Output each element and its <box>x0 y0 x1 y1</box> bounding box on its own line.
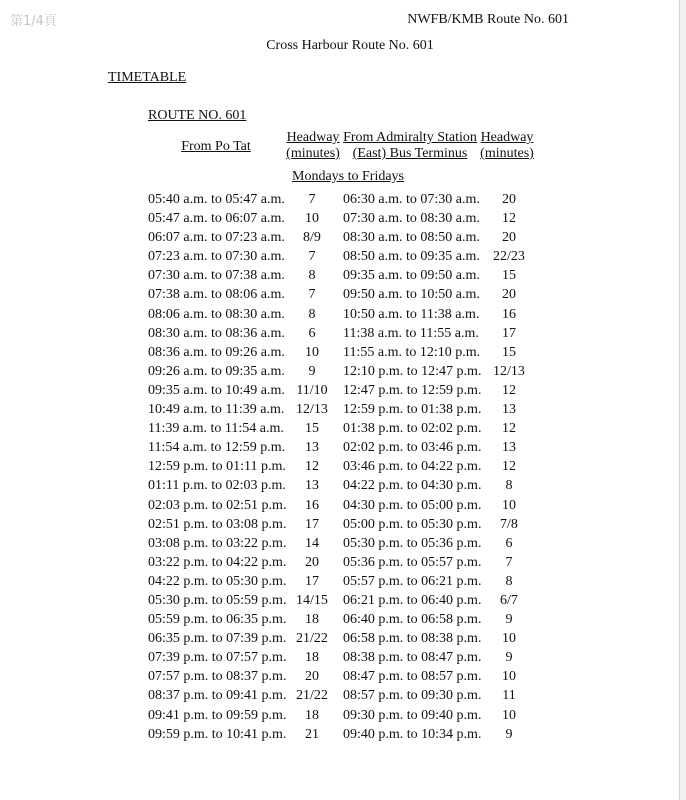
from-admiralty-period: 08:38 p.m. to 08:47 p.m. <box>343 650 482 666</box>
headway-po-tat: 8 <box>308 306 316 322</box>
headway-po-tat: 11/10 <box>296 382 328 398</box>
headway-admiralty: 8 <box>505 573 513 589</box>
headway-po-tat: 9 <box>308 363 316 379</box>
headway-admiralty: 9 <box>505 612 513 628</box>
headway-po-tat: 18 <box>305 612 319 628</box>
headway-po-tat: 10 <box>305 211 319 227</box>
headway-admiralty: 10 <box>502 669 516 685</box>
from-admiralty-period: 11:55 a.m. to 12:10 p.m. <box>343 344 481 360</box>
headway-po-tat: 14/15 <box>296 592 328 608</box>
from-admiralty-period: 04:22 p.m. to 04:30 p.m. <box>343 478 482 494</box>
timetable-row <box>148 457 527 476</box>
timetable-row <box>148 476 527 495</box>
from-admiralty-period: 08:47 p.m. to 08:57 p.m. <box>343 669 482 685</box>
timetable-row <box>148 190 527 209</box>
headway-admiralty: 7 <box>505 554 513 570</box>
from-po-tat-period: 05:40 a.m. to 05:47 a.m. <box>148 192 285 207</box>
timetable-row <box>148 648 527 667</box>
from-admiralty-period: 02:02 p.m. to 03:46 p.m. <box>343 440 482 456</box>
from-po-tat-period: 08:36 a.m. to 09:26 a.m. <box>148 344 285 360</box>
from-po-tat-period: 08:37 p.m. to 09:41 p.m. <box>148 688 287 704</box>
from-admiralty-period: 12:47 p.m. to 12:59 p.m. <box>343 382 482 398</box>
from-admiralty-period: 05:00 p.m. to 05:30 p.m. <box>343 516 482 532</box>
headway-po-tat: 18 <box>305 650 319 666</box>
timetable-row <box>148 247 527 266</box>
from-po-tat-period: 04:22 p.m. to 05:30 p.m. <box>148 573 287 589</box>
timetable-row <box>148 228 527 247</box>
headway-po-tat: 12 <box>305 459 319 475</box>
from-po-tat-period: 08:30 a.m. to 08:36 a.m. <box>148 325 285 341</box>
timetable-row <box>148 438 527 457</box>
timetable-row <box>148 610 527 629</box>
timetable-row <box>148 496 527 515</box>
document-title: Cross Harbour Route No. 601 <box>266 38 434 53</box>
headway-admiralty: 12 <box>502 421 516 437</box>
timetable-row <box>148 629 527 648</box>
headway-po-tat: 15 <box>305 421 319 437</box>
header-line: (minutes) <box>286 146 340 161</box>
headway-admiralty: 10 <box>502 497 516 513</box>
timetable-row <box>148 706 527 725</box>
from-admiralty-period: 09:50 a.m. to 10:50 a.m. <box>343 287 480 303</box>
from-admiralty-period: 12:59 p.m. to 01:38 p.m. <box>343 402 482 418</box>
headway-po-tat: 6 <box>308 325 316 341</box>
from-po-tat-period: 01:11 p.m. to 02:03 p.m. <box>148 478 286 494</box>
timetable-body <box>148 190 527 744</box>
headway-po-tat: 7 <box>308 287 316 303</box>
from-admiralty-period: 08:50 a.m. to 09:35 a.m. <box>343 249 480 265</box>
headway-admiralty: 10 <box>502 631 516 647</box>
headway-po-tat: 14 <box>305 535 319 551</box>
headway-admiralty: 11 <box>502 688 516 704</box>
headway-po-tat: 13 <box>305 440 319 456</box>
from-admiralty-period: 06:30 a.m. to 07:30 a.m. <box>343 192 480 207</box>
headway-admiralty: 12 <box>502 459 516 475</box>
from-po-tat-period: 09:41 p.m. to 09:59 p.m. <box>148 707 287 723</box>
from-po-tat-period: 09:26 a.m. to 09:35 a.m. <box>148 363 285 379</box>
headway-po-tat: 17 <box>305 573 319 589</box>
from-admiralty-period: 08:57 p.m. to 09:30 p.m. <box>343 688 482 704</box>
from-po-tat-period: 03:22 p.m. to 04:22 p.m. <box>148 554 287 570</box>
header-line: (minutes) <box>480 146 534 161</box>
headway-admiralty: 20 <box>502 230 516 246</box>
column-header-headway-2 <box>479 130 535 162</box>
headway-po-tat: 7 <box>308 192 316 207</box>
from-po-tat-period: 02:51 p.m. to 03:08 p.m. <box>148 516 287 532</box>
timetable-row <box>148 572 527 591</box>
headway-admiralty: 12/13 <box>493 363 525 379</box>
headway-po-tat: 16 <box>305 497 319 513</box>
headway-admiralty: 8 <box>505 478 513 494</box>
from-po-tat-period: 07:38 a.m. to 08:06 a.m. <box>148 287 285 303</box>
headway-admiralty: 6/7 <box>500 592 518 608</box>
headway-po-tat: 7 <box>308 249 316 265</box>
from-admiralty-period: 08:30 a.m. to 08:50 a.m. <box>343 230 480 246</box>
headway-admiralty: 13 <box>502 440 516 456</box>
timetable-row <box>148 553 527 572</box>
timetable-row <box>148 725 527 744</box>
headway-admiralty: 12 <box>502 211 516 227</box>
headway-po-tat: 21/22 <box>296 631 328 647</box>
headway-admiralty: 16 <box>502 306 516 322</box>
timetable-row <box>148 667 527 686</box>
timetable-row <box>148 400 527 419</box>
headway-admiralty: 20 <box>502 192 516 207</box>
page-edge <box>679 0 686 800</box>
headway-admiralty: 7/8 <box>500 516 518 532</box>
from-po-tat-period: 12:59 p.m. to 01:11 p.m. <box>148 459 286 475</box>
headway-po-tat: 20 <box>305 554 319 570</box>
from-po-tat-period: 09:35 a.m. to 10:49 a.m. <box>148 382 285 398</box>
column-header-headway-1 <box>285 130 341 162</box>
headway-po-tat: 8 <box>308 268 316 284</box>
headway-po-tat: 13 <box>305 478 319 494</box>
from-po-tat-period: 10:49 a.m. to 11:39 a.m. <box>148 402 285 418</box>
timetable-row <box>148 591 527 610</box>
from-admiralty-period: 09:30 p.m. to 09:40 p.m. <box>343 707 482 723</box>
timetable-row <box>148 534 527 553</box>
headway-admiralty: 15 <box>502 268 516 284</box>
from-po-tat-period: 05:30 p.m. to 05:59 p.m. <box>148 592 287 608</box>
headway-po-tat: 18 <box>305 707 319 723</box>
section-title: TIMETABLE <box>108 70 187 85</box>
timetable-row <box>148 381 527 400</box>
headway-admiralty: 15 <box>502 344 516 360</box>
timetable-row <box>148 266 527 285</box>
from-admiralty-period: 06:58 p.m. to 08:38 p.m. <box>343 631 482 647</box>
column-header-from-admiralty <box>343 130 477 162</box>
timetable-row <box>148 362 527 381</box>
from-po-tat-period: 11:54 a.m. to 12:59 p.m. <box>148 440 286 456</box>
headway-admiralty: 12 <box>502 382 516 398</box>
from-admiralty-period: 05:36 p.m. to 05:57 p.m. <box>343 554 482 570</box>
from-admiralty-period: 05:57 p.m. to 06:21 p.m. <box>343 573 482 589</box>
headway-admiralty: 13 <box>502 402 516 418</box>
route-label: ROUTE NO. 601 <box>148 108 247 123</box>
header-line: From Admiralty Station <box>343 130 477 145</box>
headway-admiralty: 10 <box>502 707 516 723</box>
from-po-tat-period: 06:07 a.m. to 07:23 a.m. <box>148 230 285 246</box>
headway-po-tat: 20 <box>305 669 319 685</box>
from-po-tat-period: 03:08 p.m. to 03:22 p.m. <box>148 535 287 551</box>
from-admiralty-period: 10:50 a.m. to 11:38 a.m. <box>343 306 480 322</box>
timetable-row <box>148 343 527 362</box>
from-po-tat-period: 05:47 a.m. to 06:07 a.m. <box>148 211 285 227</box>
headway-admiralty: 9 <box>505 650 513 666</box>
timetable-row <box>148 686 527 705</box>
headway-admiralty: 17 <box>502 325 516 341</box>
from-admiralty-period: 04:30 p.m. to 05:00 p.m. <box>343 497 482 513</box>
operator-route-header: NWFB/KMB Route No. 601 <box>407 12 569 27</box>
timetable <box>148 190 527 744</box>
from-admiralty-period: 01:38 p.m. to 02:02 p.m. <box>343 421 482 437</box>
from-admiralty-period: 03:46 p.m. to 04:22 p.m. <box>343 459 482 475</box>
timetable-row <box>148 305 527 324</box>
timetable-row <box>148 285 527 304</box>
headway-po-tat: 21 <box>305 726 319 742</box>
from-po-tat-period: 07:23 a.m. to 07:30 a.m. <box>148 249 285 265</box>
header-line: Headway <box>286 130 340 145</box>
headway-admiralty: 22/23 <box>493 249 525 265</box>
from-po-tat-period: 07:39 p.m. to 07:57 p.m. <box>148 650 287 666</box>
from-po-tat-period: 11:39 a.m. to 11:54 a.m. <box>148 421 284 437</box>
headway-admiralty: 20 <box>502 287 516 303</box>
headway-po-tat: 12/13 <box>296 402 328 418</box>
from-po-tat-period: 09:59 p.m. to 10:41 p.m. <box>148 726 287 742</box>
timetable-row <box>148 419 527 438</box>
from-admiralty-period: 07:30 a.m. to 08:30 a.m. <box>343 211 480 227</box>
from-po-tat-period: 07:57 p.m. to 08:37 p.m. <box>148 669 287 685</box>
page-indicator: 第1/4頁 <box>10 14 57 29</box>
from-po-tat-period: 02:03 p.m. to 02:51 p.m. <box>148 497 287 513</box>
header-line: Headway <box>480 130 534 145</box>
from-po-tat-period: 08:06 a.m. to 08:30 a.m. <box>148 306 285 322</box>
column-header-from-po-tat: From Po Tat <box>181 139 251 154</box>
from-po-tat-period: 05:59 p.m. to 06:35 p.m. <box>148 612 287 628</box>
day-type-heading: Mondays to Fridays <box>292 169 404 184</box>
from-po-tat-period: 07:30 a.m. to 07:38 a.m. <box>148 268 285 284</box>
headway-po-tat: 10 <box>305 344 319 360</box>
headway-po-tat: 8/9 <box>303 230 321 246</box>
headway-admiralty: 9 <box>505 726 513 742</box>
from-admiralty-period: 12:10 p.m. to 12:47 p.m. <box>343 363 482 379</box>
from-admiralty-period: 09:35 a.m. to 09:50 a.m. <box>343 268 480 284</box>
from-po-tat-period: 06:35 p.m. to 07:39 p.m. <box>148 631 287 647</box>
timetable-row <box>148 324 527 343</box>
from-admiralty-period: 09:40 p.m. to 10:34 p.m. <box>343 726 482 742</box>
headway-admiralty: 6 <box>505 535 513 551</box>
from-admiralty-period: 06:40 p.m. to 06:58 p.m. <box>343 612 482 628</box>
headway-po-tat: 17 <box>305 516 319 532</box>
timetable-row <box>148 209 527 228</box>
from-admiralty-period: 11:38 a.m. to 11:55 a.m. <box>343 325 479 341</box>
headway-po-tat: 21/22 <box>296 688 328 704</box>
from-admiralty-period: 06:21 p.m. to 06:40 p.m. <box>343 592 482 608</box>
from-admiralty-period: 05:30 p.m. to 05:36 p.m. <box>343 535 482 551</box>
header-line: (East) Bus Terminus <box>352 146 468 161</box>
timetable-row <box>148 515 527 534</box>
